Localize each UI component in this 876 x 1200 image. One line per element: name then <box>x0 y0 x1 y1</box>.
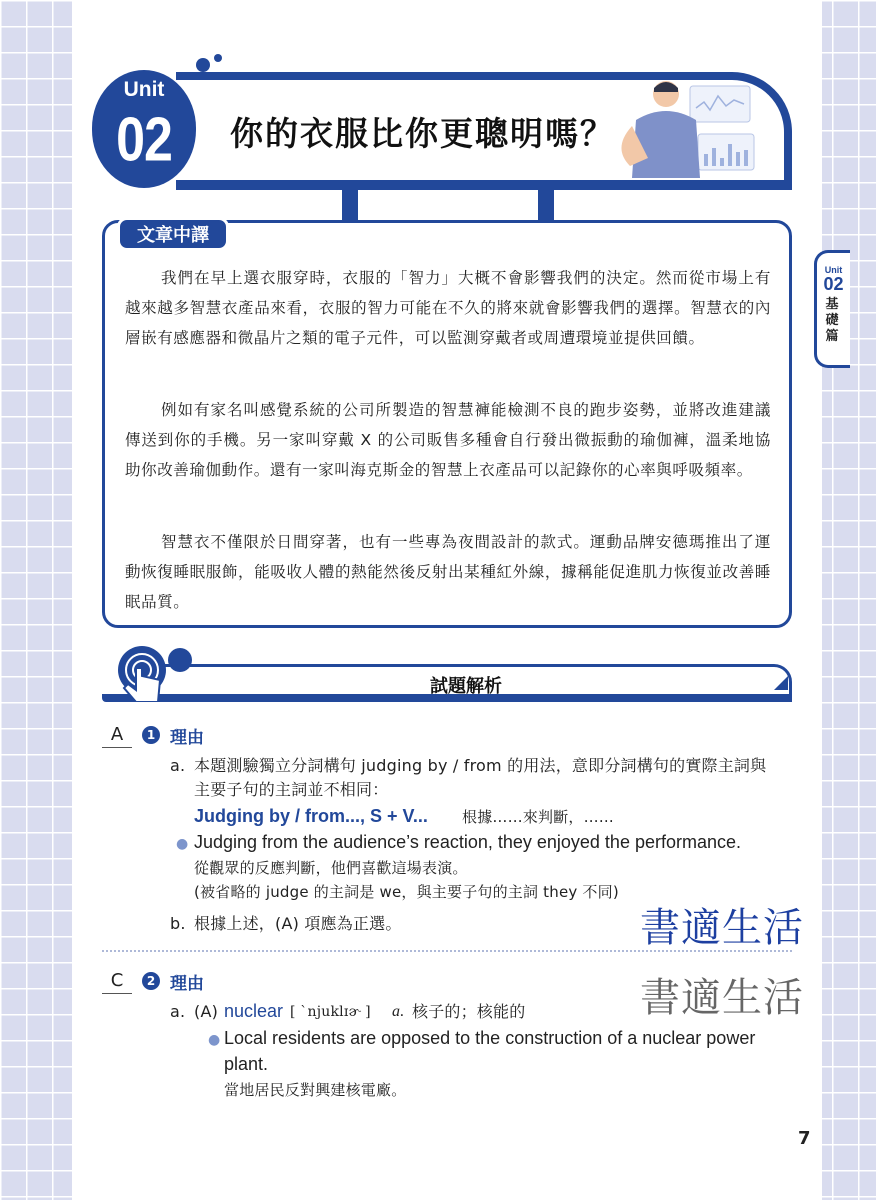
translation-paragraph: 智慧衣不僅限於日間穿著，也有一些專為夜間設計的款式。運動品牌安德瑪推出了運動恢復睡眠服飾，能吸收人體的熱能然後反射出某種紅外線，據稱能促進肌力恢復並改善睡眠品質。 <box>125 533 771 611</box>
page-title: 你的衣服比你更聰明嗎？ <box>230 114 615 153</box>
watermark: 書適生活 <box>640 905 804 951</box>
q1-pattern: Judging by / from..., S + V... <box>194 806 428 826</box>
page-number: 7 <box>798 1128 811 1149</box>
q1-example-note: (被省略的 judge 的主詞是 we，與主要子句的主詞 they 不同) <box>194 883 619 901</box>
chapter-side-tab[interactable] <box>814 250 850 368</box>
side-tab-text: 基礎篇 <box>825 297 839 344</box>
translation-paragraph: 我們在早上選衣服穿時，衣服的「智力」大概不會影響我們的決定。然而從市場上有越來越多智慧衣產品來看，衣服的智力可能在不久的將來就會影響我們的選擇。智慧衣的內層嵌有感應器和微晶片之類的電子元件，可以監測穿戴者或周遭環境並提供回饋。 <box>125 269 771 347</box>
q1-pattern-meaning: 根據……來判斷，…… <box>462 808 615 826</box>
bullet-icon: ● <box>208 1032 221 1048</box>
q1-heading: 理由 <box>170 728 204 748</box>
unit-label: Unit <box>123 78 165 101</box>
decor-dot <box>196 58 210 72</box>
corner-triangle-icon <box>774 676 788 690</box>
translation-box <box>102 220 792 628</box>
q1-a-label: a. <box>170 756 186 775</box>
analysis-header <box>102 664 792 702</box>
q2-answer-letter: C <box>102 970 132 994</box>
q1-answer-letter: A <box>102 724 132 748</box>
q2-example-zh: 當地居民反對興建核電廠。 <box>224 1081 407 1099</box>
q2-number-badge: 2 <box>142 972 160 990</box>
q2-option: (A) <box>194 1002 219 1021</box>
header-post-right <box>538 190 554 224</box>
unit-header <box>92 70 792 196</box>
bullet-icon: ● <box>176 836 189 852</box>
unit-badge <box>92 70 196 188</box>
q2-a-label: a. <box>170 1002 186 1021</box>
q1-number-badge: 1 <box>142 726 160 744</box>
q1-a-text-line2: 主要子句的主詞並不相同： <box>194 780 389 799</box>
q2-phonetic: [ ˋnjuklɪɚ ] <box>290 1004 371 1020</box>
q2-meaning: 核子的；核能的 <box>412 1002 526 1021</box>
translation-paragraph: 例如有家名叫感覺系統的公司所製造的智慧褲能檢測不良的跑步姿勢，並將改進建議傳送到你的手機。另一家叫穿戴 X 的公司販售多種會自行發出微振動的瑜伽褲，溫柔地協助你改善瑜伽動作。還有一家叫海克斯金的智慧上衣產品可以記錄你的心率與呼吸頻率。 <box>125 401 771 479</box>
touch-hand-icon <box>102 646 192 702</box>
q2-example-en-line2: plant. <box>224 1054 269 1074</box>
q1-example-en: Judging from the audience’s reaction, they enjoyed the performance. <box>194 832 742 852</box>
decor-dot <box>214 54 222 62</box>
smart-clothing-illustration <box>602 78 772 178</box>
q1-example-zh: 從觀眾的反應判斷，他們喜歡這場表演。 <box>194 859 468 877</box>
divider <box>102 950 792 952</box>
q2-word: nuclear <box>224 1001 284 1021</box>
watermark: 書適生活 <box>640 975 804 1021</box>
q2-heading: 理由 <box>170 974 204 994</box>
q1-b-text: 根據上述，(A) 項應為正選。 <box>194 914 402 933</box>
q1-a-text-line1: 本題測驗獨立分詞構句 judging by / from 的用法，意即分詞構句的實際主詞與 <box>194 756 767 775</box>
translation-tag: 文章中譯 <box>117 217 229 251</box>
header-post-left <box>342 190 358 224</box>
analysis-title: 試題解析 <box>430 676 502 697</box>
unit-number: 02 <box>116 105 172 175</box>
q2-example-en-line1: Local residents are opposed to the construction of a nuclear power <box>224 1028 756 1048</box>
side-tab-unit-label: Unit <box>824 265 843 275</box>
q1-b-label: b. <box>170 914 186 933</box>
q2-pos: a. <box>392 1003 405 1020</box>
side-tab-unit-number: 02 <box>823 274 844 294</box>
